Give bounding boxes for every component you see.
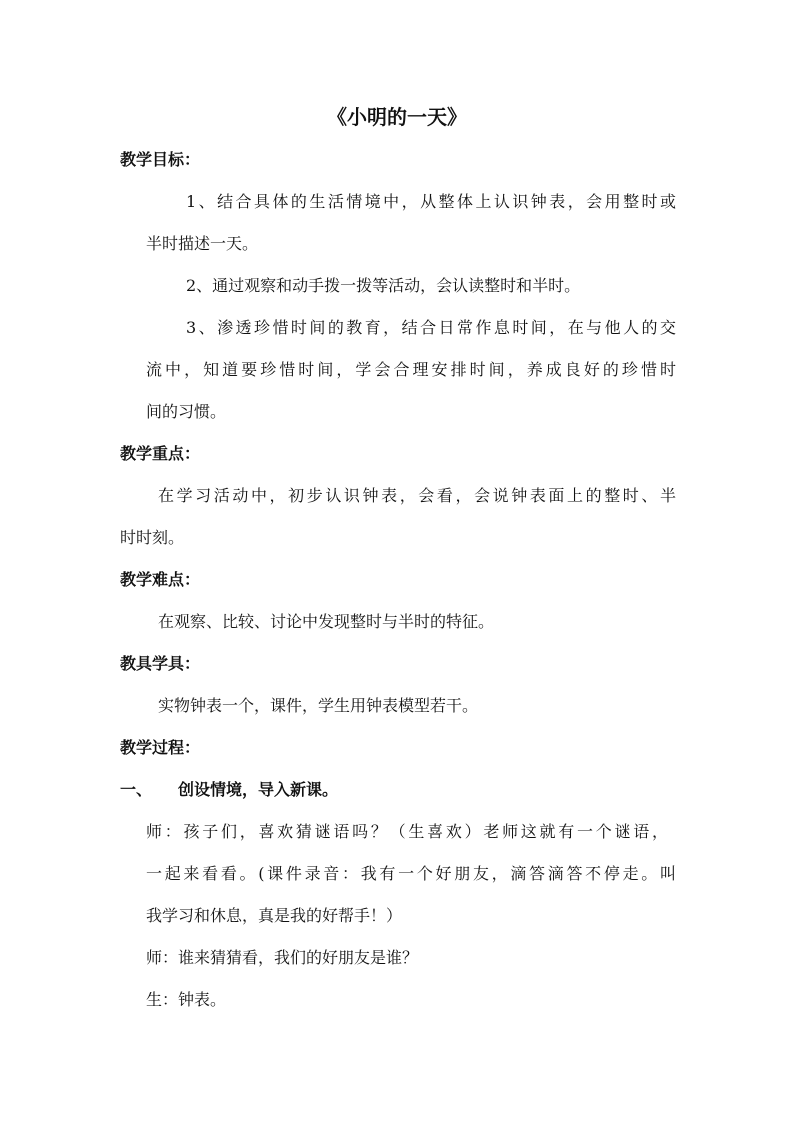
key-points-heading: 教学重点：	[120, 444, 201, 463]
process-p2: 师：谁来猜猜看，我们的好朋友是谁？	[146, 948, 419, 967]
process-p1-line-3: 我学习和休息，真是我的好帮手！）	[146, 906, 403, 925]
goal-item-2: 2、通过观察和动手拨一拨等活动，会认读整时和半时。	[186, 276, 581, 295]
process-p1-line-2: 一起来看看。(课件录音：我有一个好朋友，滴答滴答不停走。叫	[146, 864, 676, 883]
process-p1-line-1: 师：孩子们，喜欢猜谜语吗？（生喜欢）老师这就有一个谜语，	[146, 822, 668, 841]
tools-line-1: 实物钟表一个，课件，学生用钟表模型若干。	[158, 696, 479, 715]
goal-item-1-line-2: 半时描述一天。	[146, 234, 259, 253]
process-p3: 生：钟表。	[146, 990, 227, 1009]
section-1-title: 创设情境，导入新课。	[178, 780, 339, 799]
tools-heading: 教具学具：	[120, 654, 201, 673]
section-1-number: 一、	[120, 780, 153, 799]
key-points-line-2: 时时刻。	[120, 528, 185, 547]
key-points-line-1: 在学习活动中，初步认识钟表，会看，会说钟表面上的整时、半	[158, 486, 676, 505]
difficulties-heading: 教学难点：	[120, 570, 201, 589]
goals-heading: 教学目标：	[120, 150, 201, 169]
goal-item-3-line-2: 流中，知道要珍惜时间，学会合理安排时间，养成良好的珍惜时	[146, 360, 676, 379]
difficulties-line-1: 在观察、比较、讨论中发现整时与半时的特征。	[158, 612, 495, 631]
goal-item-3-line-3: 间的习惯。	[146, 402, 227, 421]
goal-item-3-line-1: 3、渗透珍惜时间的教育，结合日常作息时间，在与他人的交	[186, 318, 676, 337]
document-title: 《小明的一天》	[327, 105, 467, 129]
goal-item-1-line-1: 1、结合具体的生活情境中，从整体上认识钟表，会用整时或	[186, 192, 676, 211]
process-heading: 教学过程：	[120, 738, 201, 757]
